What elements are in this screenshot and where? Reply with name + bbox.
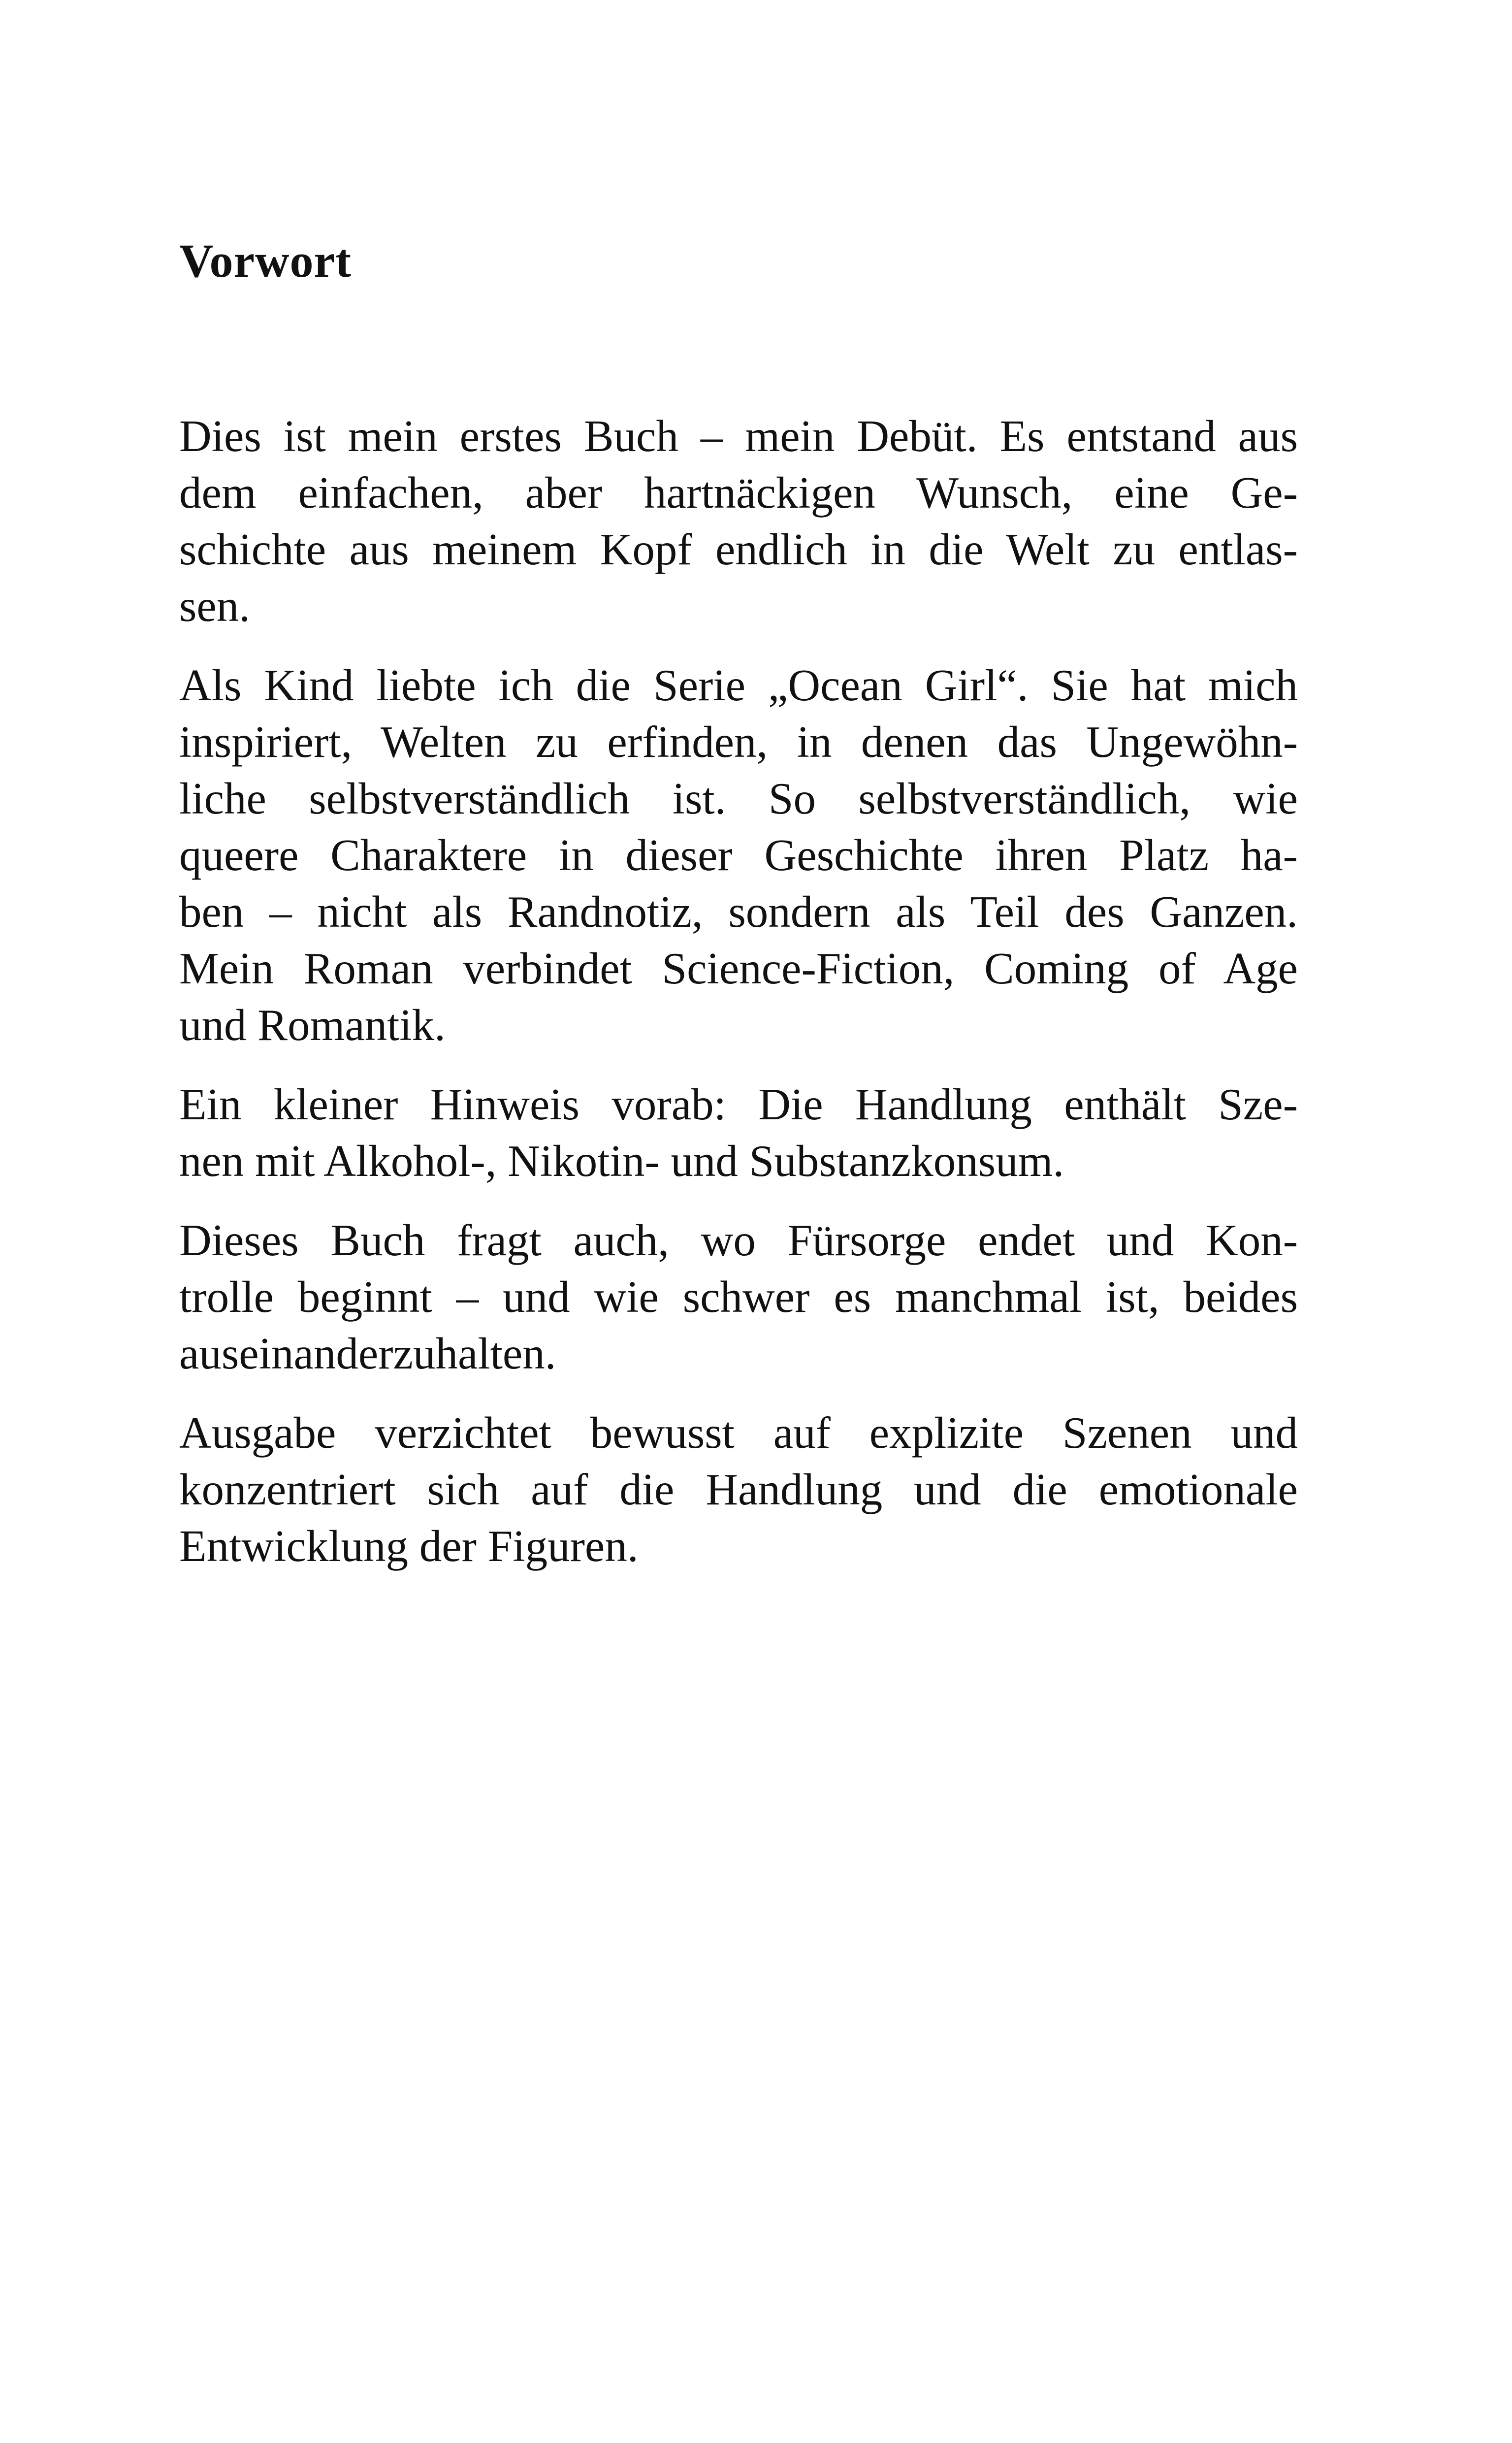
text-line: queere Charaktere in dieser Geschichte ihren Platz ha-	[179, 830, 1298, 880]
text-line: dem einfachen, aber hartnäckigen Wunsch, eine Ge-	[179, 468, 1298, 518]
text-line: liche selbstverständlich ist. So selbstverständlich, wie	[179, 774, 1298, 823]
paragraph-inspiration	[179, 657, 1298, 1053]
text-line: inspiriert, Welten zu erfinden, in denen das Ungewöhn-	[179, 717, 1298, 767]
text-line: Ein kleiner Hinweis vorab: Die Handlung enthält Sze-	[179, 1079, 1298, 1129]
paragraph-edition-note	[179, 1404, 1298, 1574]
text-line: Als Kind liebte ich die Serie „Ocean Girl“. Sie hat mich	[179, 660, 1298, 710]
text-line: Dieses Buch fragt auch, wo Fürsorge endet und Kon-	[179, 1215, 1298, 1265]
paragraph-care-control	[179, 1212, 1298, 1382]
body-text	[179, 408, 1298, 1574]
text-line: ben – nicht als Randnotiz, sondern als Teil des Ganzen.	[179, 887, 1298, 937]
text-line: auseinanderzuhalten.	[179, 1329, 556, 1378]
text-line: trolle beginnt – und wie schwer es manchmal ist, beides	[179, 1272, 1298, 1322]
text-line: sen.	[179, 581, 251, 631]
paragraph-debut	[179, 408, 1298, 634]
text-line: Entwicklung der Figuren.	[179, 1521, 639, 1571]
text-line: Mein Roman verbindet Science-Fiction, Coming of Age	[179, 944, 1298, 993]
text-line: schichte aus meinem Kopf endlich in die Welt zu entlas-	[179, 524, 1298, 574]
text-line: konzentriert sich auf die Handlung und die emotionale	[179, 1465, 1298, 1514]
text-line: und Romantik.	[179, 1000, 446, 1050]
paragraph-content-warning	[179, 1076, 1298, 1189]
text-line: Dies ist mein erstes Buch – mein Debüt. Es entstand aus	[179, 411, 1298, 461]
page-content	[179, 231, 1298, 1574]
text-line: Ausgabe verzichtet bewusst auf explizite Szenen und	[179, 1408, 1298, 1458]
text-line: nen mit Alkohol-, Nikotin- und Substanzkonsum.	[179, 1136, 1064, 1186]
page-title: Vorwort	[179, 234, 352, 287]
